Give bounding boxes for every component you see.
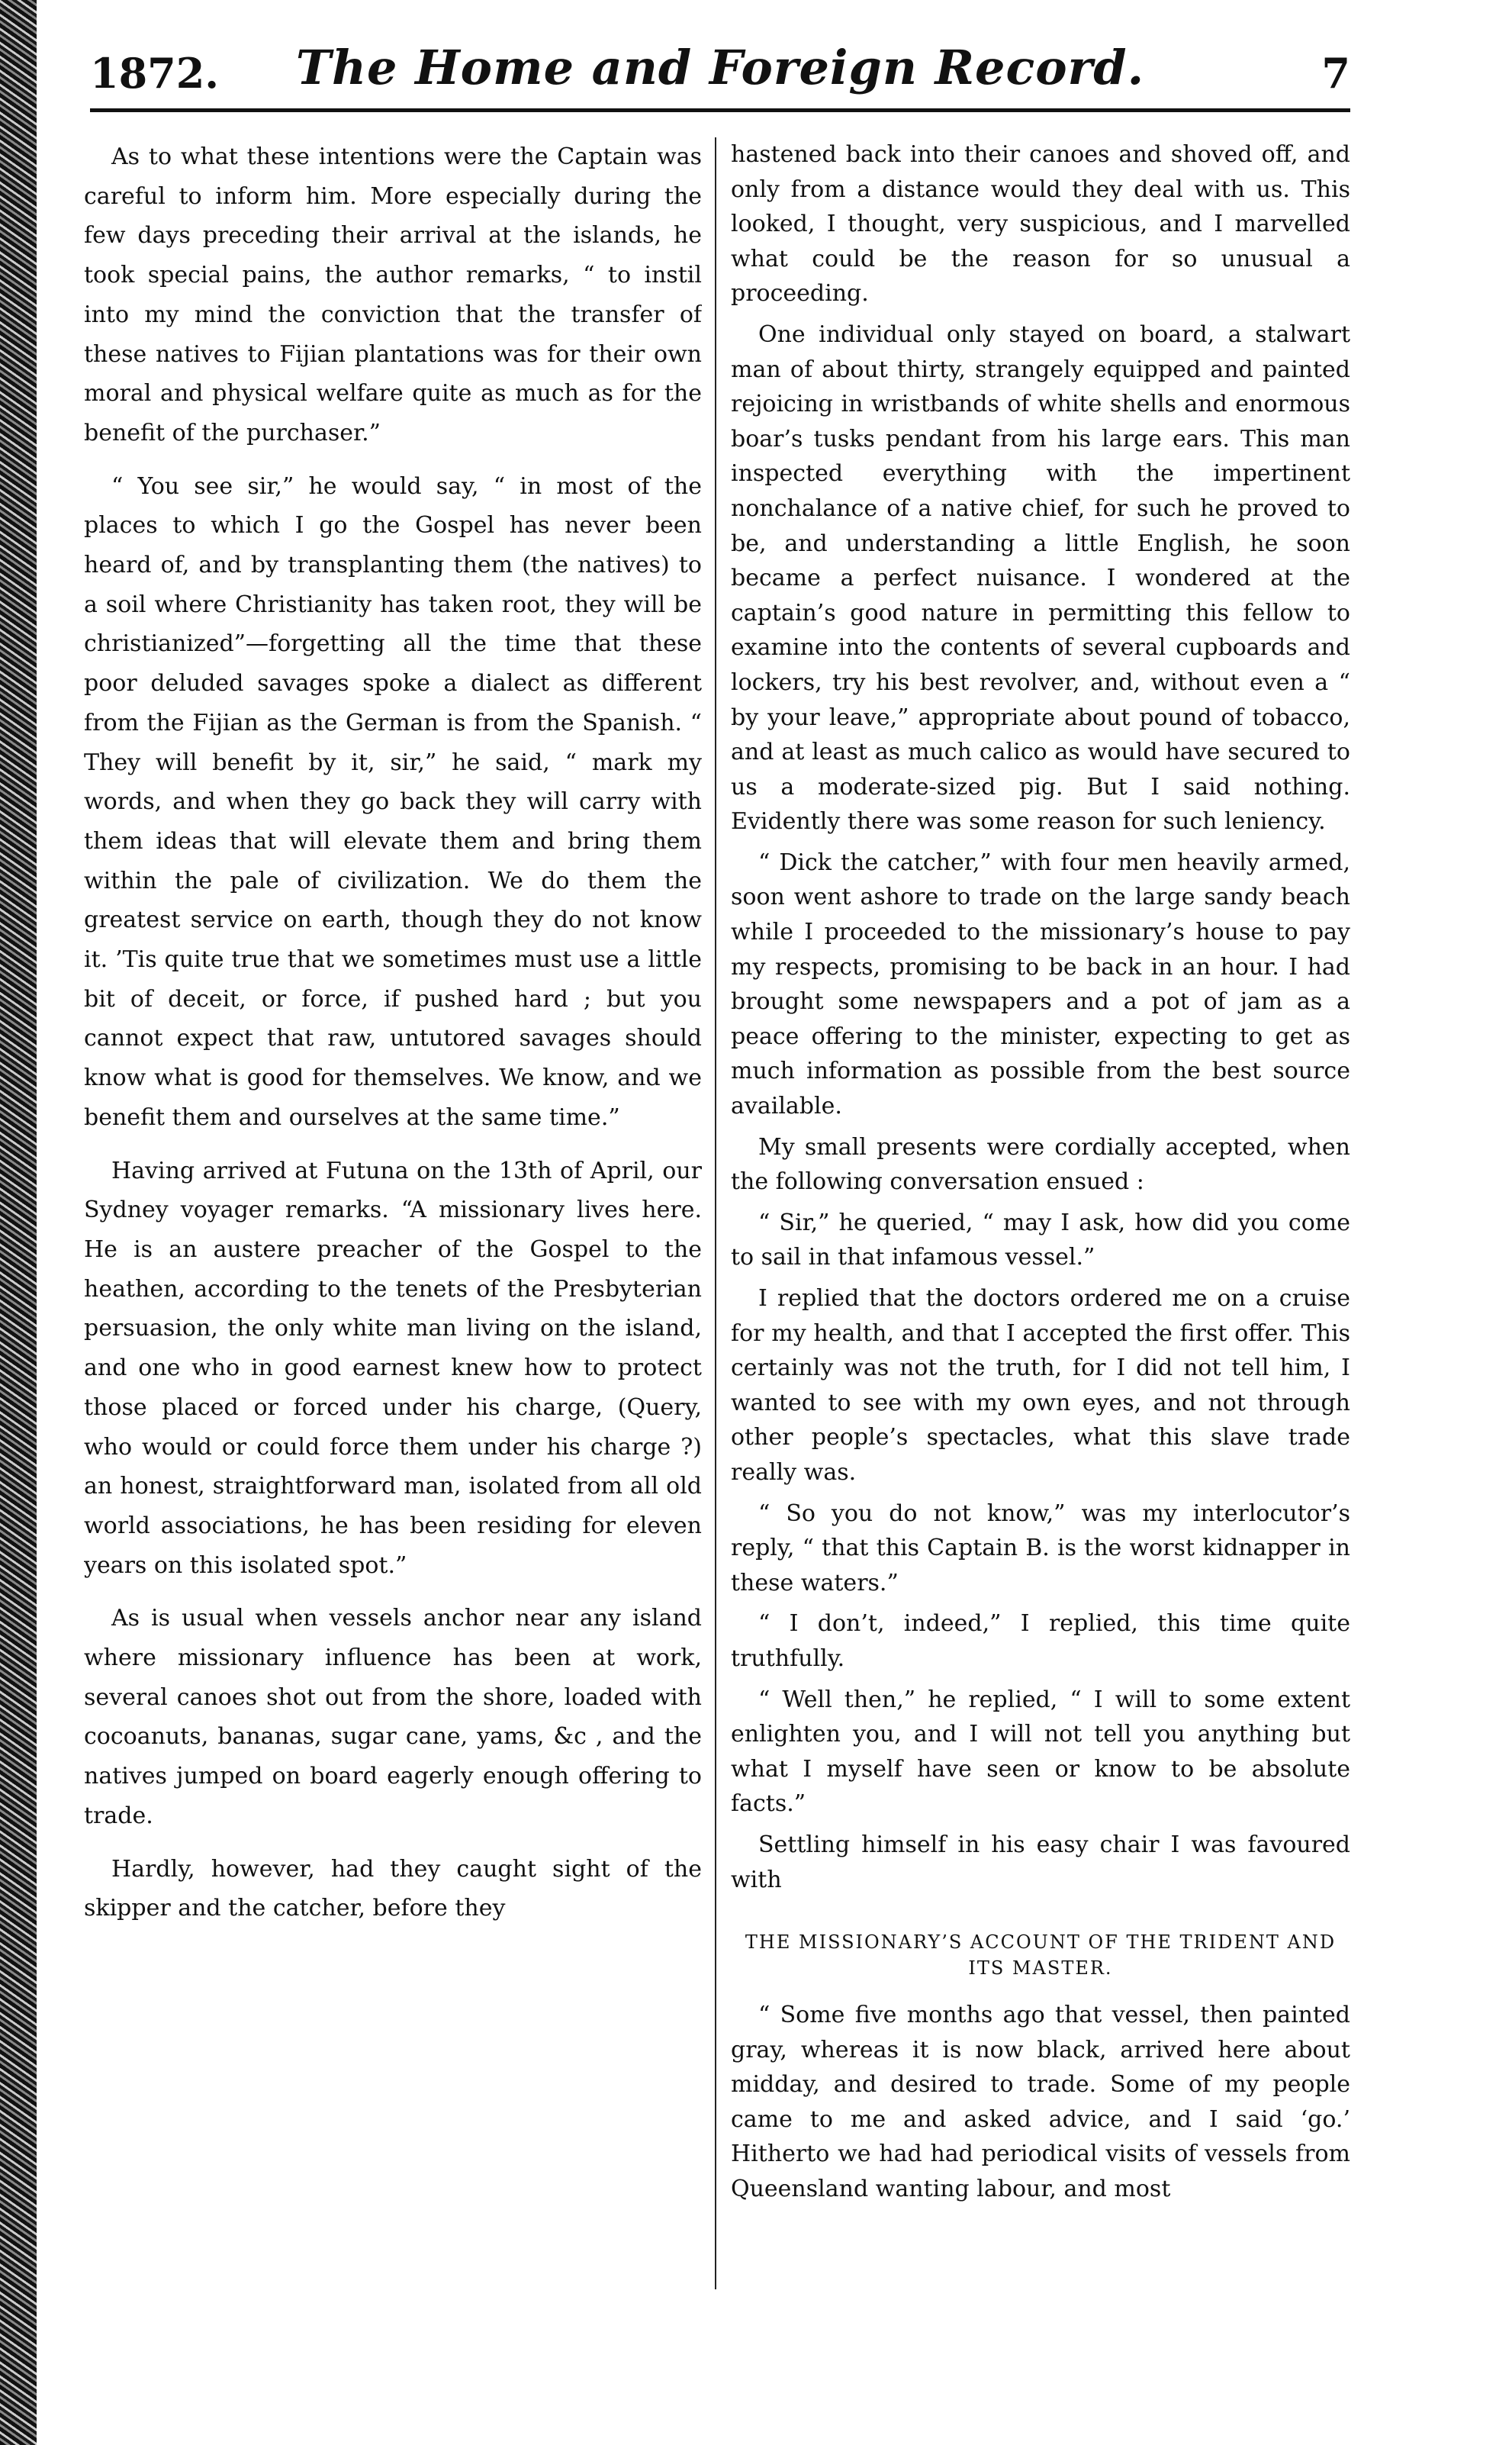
paragraph: I replied that the doctors ordered me on a cruise for my health, and that I accepted the first offer. This certainly was not the truth, for I did not tell him, I wanted to see with my own eyes, and not through other people’s spectacles, what this slave trade really was. — [731, 1285, 1350, 1486]
paragraph: My small presents were cordially accepted, when the following conversation ensued : — [731, 1133, 1350, 1196]
header-year: 1872. — [90, 49, 220, 98]
column-divider — [715, 137, 716, 2289]
paragraph: “ Dick the catcher,” with four men heavily armed, soon went ashore to trade on the large sandy beach while I proceeded to the missionary’s house to pay my respects, promising to be back in an hour. I had brought some newspapers and a pot of jam as a peace offering to the minister, expecting to get as much information as possible from the best source available. — [731, 849, 1350, 1120]
paragraph: As to what these intentions were the Captain was careful to inform him. More especially during the few days preceding their arrival at the islands, he took special pains, the author remarks, “ to instil into my mind the conviction that the transfer of these natives to Fijian plantations was for their own moral and physical welfare quite as much as for the benefit of the purchaser.” — [84, 143, 702, 446]
paragraph: “ Sir,” he queried, “ may I ask, how did you come to sail in that infamous vessel.” — [731, 1209, 1350, 1271]
paragraph: As is usual when vessels anchor near any island where missionary influence has been at work, several canoes shot out from the shore, loaded with cocoanuts, bananas, sugar cane, yams, &c , and the natives jumped on board eagerly enough offering to trade. — [84, 1605, 702, 1829]
left-column — [84, 137, 702, 2411]
page-header — [90, 40, 1350, 112]
paragraph: Hardly, however, had they caught sight of the skipper and the catcher, before they — [84, 1855, 702, 1922]
page-number: 7 — [1321, 49, 1350, 98]
paragraph: “ So you do not know,” was my interlocutor’s reply, “ that this Captain B. is the worst kidnapper in these waters.” — [731, 1500, 1350, 1596]
section-subheading: THE MISSIONARY’S ACCOUNT OF THE TRIDENT AND ITS MASTER. — [745, 1931, 1337, 1980]
paragraph: hastened back into their canoes and shoved off, and only from a distance would they deal with us. This looked, I thought, very suspicious, and I marvelled what could be the reason for so unusual a proceeding. — [731, 141, 1350, 308]
paragraph: Settling himself in his easy chair I was favoured with — [731, 1831, 1350, 1893]
paragraph: “ You see sir,” he would say, “ in most of the places to which I go the Gospel has never been heard of, and by transplanting them (the natives) to a soil where Christianity has taken root, they will be christianized”—forgetting all the time that these poor deluded savages spoke a dialect as different from the Fijian as the German is from the Spanish. “ They will benefit by it, sir,” he said, “ mark my words, and when they go back they will carry with them ideas that will elevate them and bring them within the pale of civilization. We do them the greatest service on earth, though they do not know it. ’Tis quite true that we sometimes must use a little bit of deceit, or force, if pushed hard ; but you cannot expect that raw, untutored savages should know what is good for themselves. We know, and we benefit them and ourselves at the same time.” — [84, 472, 702, 1131]
paragraph: “ Well then,” he replied, “ I will to some extent enlighten you, and I will not tell you anything but what I myself have seen or know to be absolute facts.” — [731, 1686, 1350, 1818]
paragraph: “ Some five months ago that vessel, then painted gray, whereas it is now black, arrived here about midday, and desired to trade. Some of my people came to me and asked advice, and I said ‘go.’ Hitherto we had had periodical visits of vessels from Queensland wanting labour, and most — [731, 2002, 1350, 2203]
journal-title: The Home and Foreign Record. — [295, 40, 1145, 95]
page-binding-edge — [0, 0, 37, 2445]
paragraph: “ I don’t, indeed,” I replied, this time quite truthfully. — [731, 1610, 1350, 1672]
right-column — [731, 137, 1350, 2411]
paragraph: Having arrived at Futuna on the 13th of April, our Sydney voyager remarks. “A missionary lives here. He is an austere preacher of the Gospel to the heathen, according to the tenets of the Presbyterian persuasion, the only white man living on the island, and one who in good earnest knew how to protect those placed or forced under his charge, (Query, who would or could force them under his charge ?) an honest, straightforward man, isolated from all old world associations, he has been residing for eleven years on this isolated spot.” — [84, 1157, 702, 1579]
paragraph: One individual only stayed on board, a stalwart man of about thirty, strangely equipped and painted rejoicing in wristbands of white shells and enormous boar’s tusks pendant from his large ears. This man inspected everything with the impertinent nonchalance of a native chief, for such he proved to be, and understanding a little English, he soon became a perfect nuisance. I wondered at the captain’s good nature in permitting this fellow to examine into the contents of several cupboards and lockers, try his best revolver, and, without even a “ by your leave,” appropriate about pound of tobacco, and at least as much calico as would have secured to us a moderate-sized pig. But I said nothing. Evidently there was some reason for such leniency. — [731, 321, 1350, 836]
